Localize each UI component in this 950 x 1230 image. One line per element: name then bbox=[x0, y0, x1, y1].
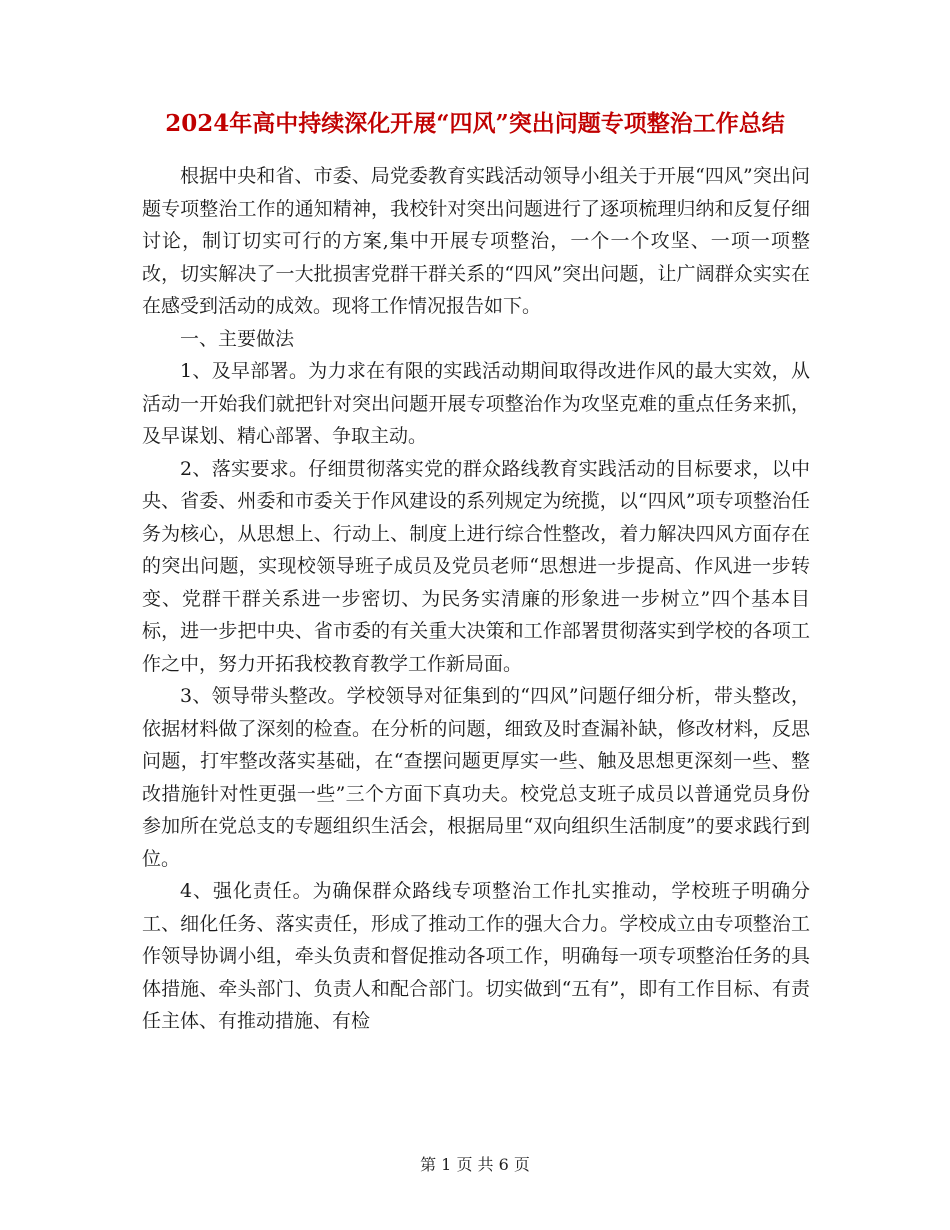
paragraph-implement-requirements: 2、落实要求。仔细贯彻落实党的群众路线教育实践活动的目标要求，以中央、省委、州委和市委关于作风建设的系列规定为统揽，以“四风”项专项整治任务为核心，从思想上、行动上、制度上进行综合性整改，着力解决四风方面存在的突出问题，实现校领导班子成员及党员老师“思想进一步提高、作风进一步转变、党群干群关系进一步密切、为民务实清廉的形象进一步树立”四个基本目标，进一步把中央、省市委的有关重大决策和工作部署贯彻落实到学校的各项工作之中，努力开拓我校教育教学工作新局面。 bbox=[142, 457, 810, 675]
document-body bbox=[142, 160, 810, 1038]
paragraph-strengthen-responsibility: 4、强化责任。为确保群众路线专项整治工作扎实推动，学校班子明确分工、细化任务、落实责任，形成了推动工作的强大合力。学校成立由专项整治工作领导协调小组，牵头负责和督促推动各项工作，明确每一项专项整治任务的具体措施、牵头部门、负责人和配合部门。切实做到“五有”，即有工作目标、有责任主体、有推动措施、有检 bbox=[142, 880, 810, 1032]
section-heading: 一、主要做法 bbox=[180, 327, 295, 350]
paragraph-leadership-rectification: 3、领导带头整改。学校领导对征集到的“四风”问题仔细分析，带头整改，依据材料做了深刻的检查。在分析的问题，细致及时查漏补缺，修改材料，反思问题，打牢整改落实基础，在“查摆问题更厚实一些、触及思想更深刻一些、整改措施针对性更强一些”三个方面下真功夫。校党总支班子成员以普通党员身份参加所在党总支的专题组织生活会，根据局里“双向组织生活制度”的要求践行到位。 bbox=[142, 685, 810, 870]
page-number-footer: 第 1 页 共 6 页 bbox=[420, 1155, 530, 1174]
paragraph-early-deployment: 1、及早部署。为力求在有限的实践活动期间取得改进作风的最大实效，从活动一开始我们就把针对突出问题开展专项整治作为攻坚克难的重点任务来抓，及早谋划、精心部署、争取主动。 bbox=[142, 360, 810, 447]
intro-paragraph: 根据中央和省、市委、局党委教育实践活动领导小组关于开展“四风”突出问题专项整治工作的通知精神，我校针对突出问题进行了逐项梳理归纳和反复仔细讨论，制订切实可行的方案,集中开展专项整治，一个一个攻坚、一项一项整改，切实解决了一大批损害党群干群关系的“四风”突出问题，让广阔群众实实在在感受到活动的成效。现将工作情况报告如下。 bbox=[142, 165, 810, 317]
document-title: 2024年高中持续深化开展“四风”突出问题专项整治工作总结 bbox=[165, 110, 785, 137]
